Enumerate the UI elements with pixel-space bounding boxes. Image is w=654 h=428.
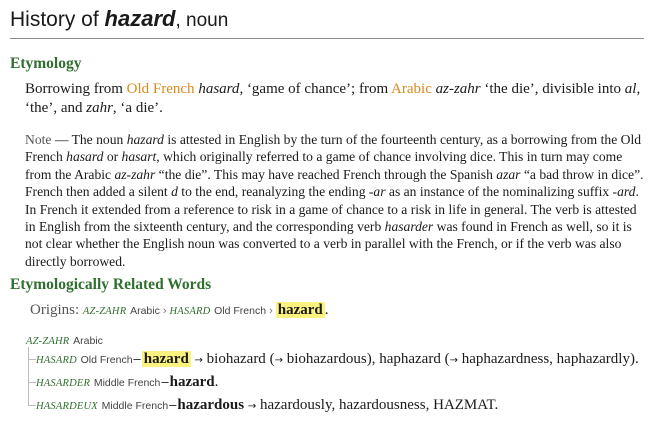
etymology-text (25, 80, 645, 118)
derived-words[interactable]: hazardously, hazardousness, HAZMAT (259, 397, 495, 413)
derived-word[interactable]: biohazard (206, 351, 266, 367)
dash-icon: – (169, 397, 177, 412)
paren: ) (629, 351, 635, 367)
comma: , (371, 351, 380, 367)
branch-headword[interactable]: hazard (169, 374, 215, 390)
derived-word[interactable]: haphazardness, haphazardly (461, 351, 630, 367)
note-italic: -ar (368, 184, 386, 200)
note-italic: azar (496, 166, 521, 182)
link-old-french[interactable]: Old French (126, 81, 195, 97)
note-italic: hasart (121, 149, 157, 165)
note-text: as an instance of the nominalizing suffix (385, 184, 613, 200)
related-words-tree (26, 333, 646, 416)
link-arabic[interactable]: Arabic (391, 81, 432, 97)
title-prefix: History of (10, 8, 105, 31)
note-text: was found in French as well, so it is not clear whether the English noun was converted to a verb in parallel with the French, or if the verb was also directly borrowed. (25, 219, 632, 269)
origins-end: . (324, 302, 329, 318)
arrow-right-icon: → (247, 401, 257, 412)
title-headword: hazard (104, 6, 176, 31)
arrow-right-icon: → (194, 355, 203, 366)
page-header (10, 4, 644, 39)
paren: ) (366, 351, 372, 367)
branch-lang: Old French (80, 354, 133, 366)
dash-icon: – (133, 351, 141, 366)
etym-text: ‘the die’, divisible into (480, 81, 625, 97)
etym-text: , ‘the’, and (25, 81, 641, 116)
derived-word[interactable]: haphazard (379, 351, 441, 367)
chevron-right-icon: › (162, 305, 167, 317)
branch-headword[interactable]: hazardous (177, 397, 245, 413)
branch-word[interactable]: HASARDEUX (36, 401, 98, 412)
etym-word-al: al (624, 81, 637, 97)
note-text: — The noun (51, 132, 127, 147)
etym-word-az-zahr: az-zahr (435, 81, 481, 97)
origin-lang-arabic: Arabic (130, 305, 160, 317)
dash-icon: – (161, 374, 169, 389)
end-dot: . (494, 397, 499, 413)
note-text: is attested in English by the turn of the fourteenth century, as a borrowing from the Old French (25, 132, 642, 165)
branch-lang: Middle French (93, 377, 161, 389)
note-italic: d (171, 184, 178, 200)
tree-branch-hasardeux (26, 395, 646, 416)
tree-root (26, 333, 646, 349)
paren: ( (265, 351, 275, 367)
tree-root-word[interactable]: AZ-ZAHR (26, 336, 70, 347)
branch-word[interactable]: HASARDER (36, 378, 91, 389)
origin-lang-old-french: Old French (214, 305, 267, 317)
etym-text: , ‘a die’. (112, 100, 163, 116)
arrow-right-icon: → (274, 355, 283, 366)
etym-word-zahr: zahr (86, 100, 113, 116)
related-words-heading: Etymologically Related Words (10, 276, 212, 293)
note-text: to the end, reanalyzing the ending (177, 184, 369, 200)
etymology-heading: Etymology (10, 55, 82, 72)
note-label: Note (25, 132, 52, 147)
note-italic: -ard (612, 184, 636, 200)
note-italic: hasard (66, 149, 104, 165)
derived-word[interactable]: biohazardous (286, 351, 367, 367)
arrow-right-icon: → (449, 355, 458, 366)
note-italic: hazard (126, 132, 164, 147)
note-text: or (103, 149, 122, 165)
page-title (10, 4, 644, 36)
origin-current-word: hazard (277, 302, 323, 318)
end-dot: . (214, 374, 219, 390)
etymology-note (25, 131, 647, 270)
etym-word-hasard: hasard (198, 81, 240, 97)
title-part-of-speech: , noun (175, 10, 229, 31)
note-italic: hasarder (384, 219, 434, 235)
origins-row (30, 302, 328, 319)
note-text: “the die”. This may have reached French through the Spanish (155, 166, 497, 182)
etym-text: , ‘game of chance’; from (239, 81, 392, 97)
origin-word-hasard[interactable]: HASARD (169, 306, 211, 317)
tree-branch-hasard (26, 349, 646, 370)
chevron-right-icon: › (269, 305, 273, 317)
end-dot: . (634, 351, 639, 367)
note-text: , which originally referred to a game of chance involving dice. This in turn may come from the Arabic (25, 149, 623, 182)
etym-text: Borrowing from (25, 81, 127, 97)
origins-label: Origins: (30, 302, 83, 318)
branch-headword: hazard (143, 351, 189, 367)
note-italic: az-zahr (114, 166, 156, 182)
note-text: . In French it extended from a reference to risk in a game of chance to a risk in life in general. The verb is attested in English from the sixteenth century, and the corresponding verb (25, 184, 639, 235)
note-text: “a bad throw in dice”. French then added a silent (25, 166, 644, 200)
paren: ( (440, 351, 450, 367)
tree-branch-hasarder (26, 372, 646, 393)
branch-lang: Middle French (101, 400, 169, 412)
origin-word-az-zahr[interactable]: AZ-ZAHR (82, 306, 127, 317)
branch-word[interactable]: HASARD (36, 355, 77, 366)
tree-root-lang: Arabic (73, 335, 103, 347)
